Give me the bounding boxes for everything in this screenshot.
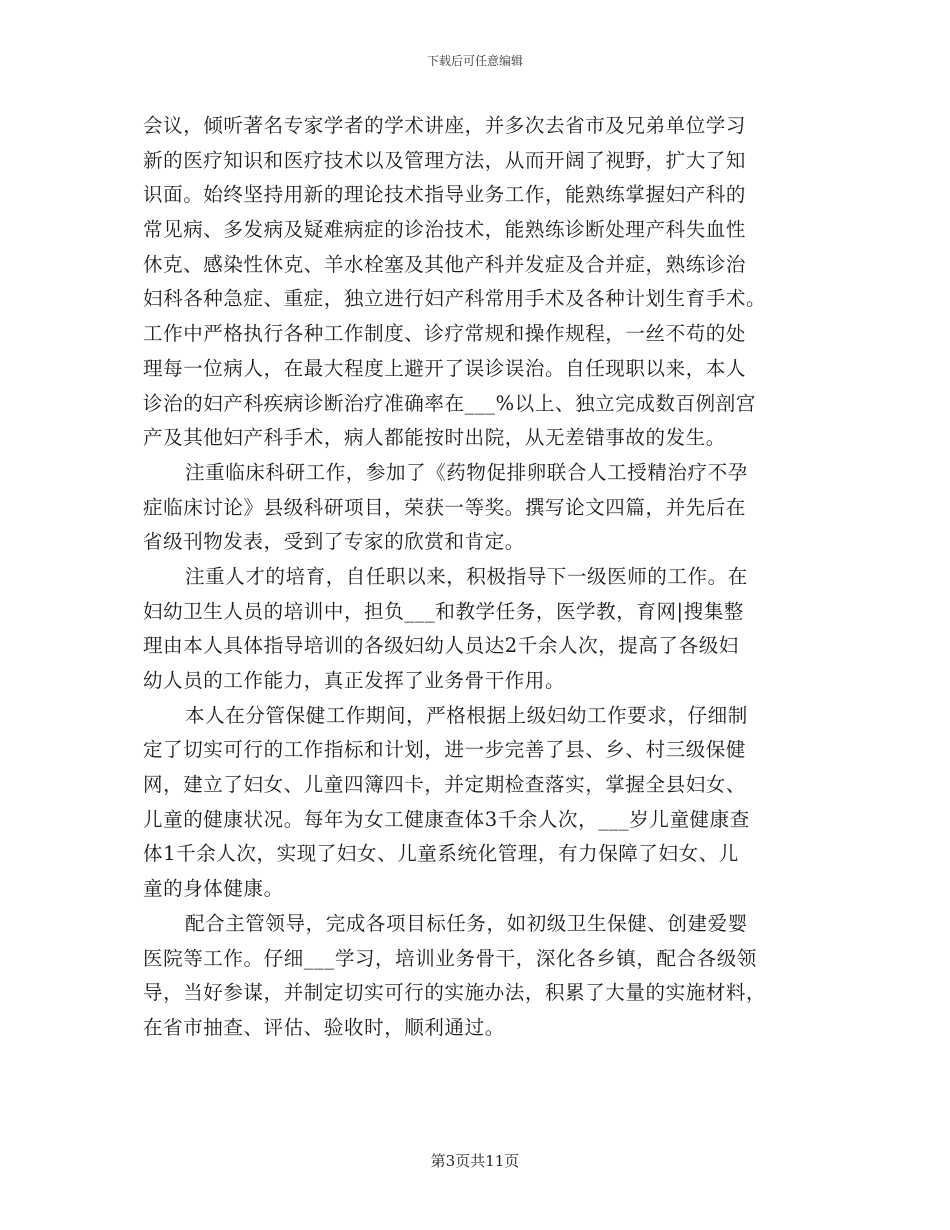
text-line: 导，当好参谋，并制定切实可行的实施办法，积累了大量的实施材料， xyxy=(143,981,767,1005)
text-line: 休克、感染性休克、羊水栓塞及其他产科并发症及合并症，熟练诊治 xyxy=(143,252,747,276)
text-line: 诊治的妇产科疾病诊断治疗准确率在___%以上、独立完成数百例剖宫 xyxy=(143,391,756,415)
text-line: 识面。始终坚持用新的理论技术指导业务工作，能熟练掌握妇产科的 xyxy=(143,183,747,207)
text-line: 产及其他妇产科手术，病人都能按时出院，从无差错事故的发生。 xyxy=(143,426,726,450)
text-line: 幼人员的工作能力，真正发挥了业务骨干作用。 xyxy=(143,669,566,692)
paragraph-first-line: 本人在分管保健工作期间，严格根据上级妇幼工作要求，仔细制 xyxy=(185,703,748,727)
text-line: 工作中严格执行各种工作制度、诊疗常规和操作规程，一丝不苟的处 xyxy=(143,322,747,346)
text-line: 省级刊物发表，受到了专家的欣赏和肯定。 xyxy=(143,530,525,554)
paragraph-first-line: 注重临床科研工作，参加了《药物促排卵联合人工授精治疗不孕 xyxy=(185,460,748,484)
paragraph-first-line: 注重人才的培育，自任职以来，积极指导下一级医师的工作。在 xyxy=(185,564,748,588)
text-line: 症临床讨论》县级科研项目，荣获一等奖。撰写论文四篇，并先后在 xyxy=(143,495,747,519)
paragraph-first-line: 配合主管领导，完成各项目标任务，如初级卫生保健、创建爱婴 xyxy=(185,911,748,935)
text-line: 童的身体健康。 xyxy=(143,877,284,901)
text-line: 理每一位病人，在最大程度上避开了误诊误治。自任现职以来，本人 xyxy=(143,356,747,380)
text-line: 妇科各种急症、重症，独立进行妇产科常用手术及各种计划生育手术。 xyxy=(143,287,767,311)
text-line: 医院等工作。仔细___学习，培训业务骨干，深化各乡镇，配合各级领 xyxy=(143,946,757,970)
text-line: 在省市抽查、评估、验收时，顺利通过。 xyxy=(143,1015,505,1039)
text-line: 妇幼卫生人员的培训中，担负___和教学任务，医学教，育网|搜集整 xyxy=(143,599,745,623)
text-line: 常见病、多发病及疑难病症的诊治技术，能熟练诊断处理产科失血性 xyxy=(143,218,747,242)
page-header-note: 下载后可任意编辑 xyxy=(426,54,523,68)
text-line: 网，建立了妇女、儿童四簿四卡，并定期检查落实，掌握全县妇女、 xyxy=(143,773,747,797)
text-line: 新的医疗知识和医疗技术以及管理方法，从而开阔了视野，扩大了知 xyxy=(143,148,747,172)
text-line: 定了切实可行的工作指标和计划，进一步完善了县、乡、村三级保健 xyxy=(143,738,747,762)
text-line: 会议，倾听著名专家学者的学术讲座，并多次去省市及兄弟单位学习 xyxy=(143,114,747,137)
text-line: 儿童的健康状况。每年为女工健康查体3千余人次，___岁儿童健康查 xyxy=(143,807,750,831)
page-number: 第3页共11页 xyxy=(430,1152,520,1170)
text-line: 体1千余人次，实现了妇女、儿童系统化管理，有力保障了妇女、儿 xyxy=(143,842,739,866)
document-body xyxy=(143,109,823,1046)
text-line: 理由本人具体指导培训的各级妇幼人员达2千余人次，提高了各级妇 xyxy=(143,634,739,658)
